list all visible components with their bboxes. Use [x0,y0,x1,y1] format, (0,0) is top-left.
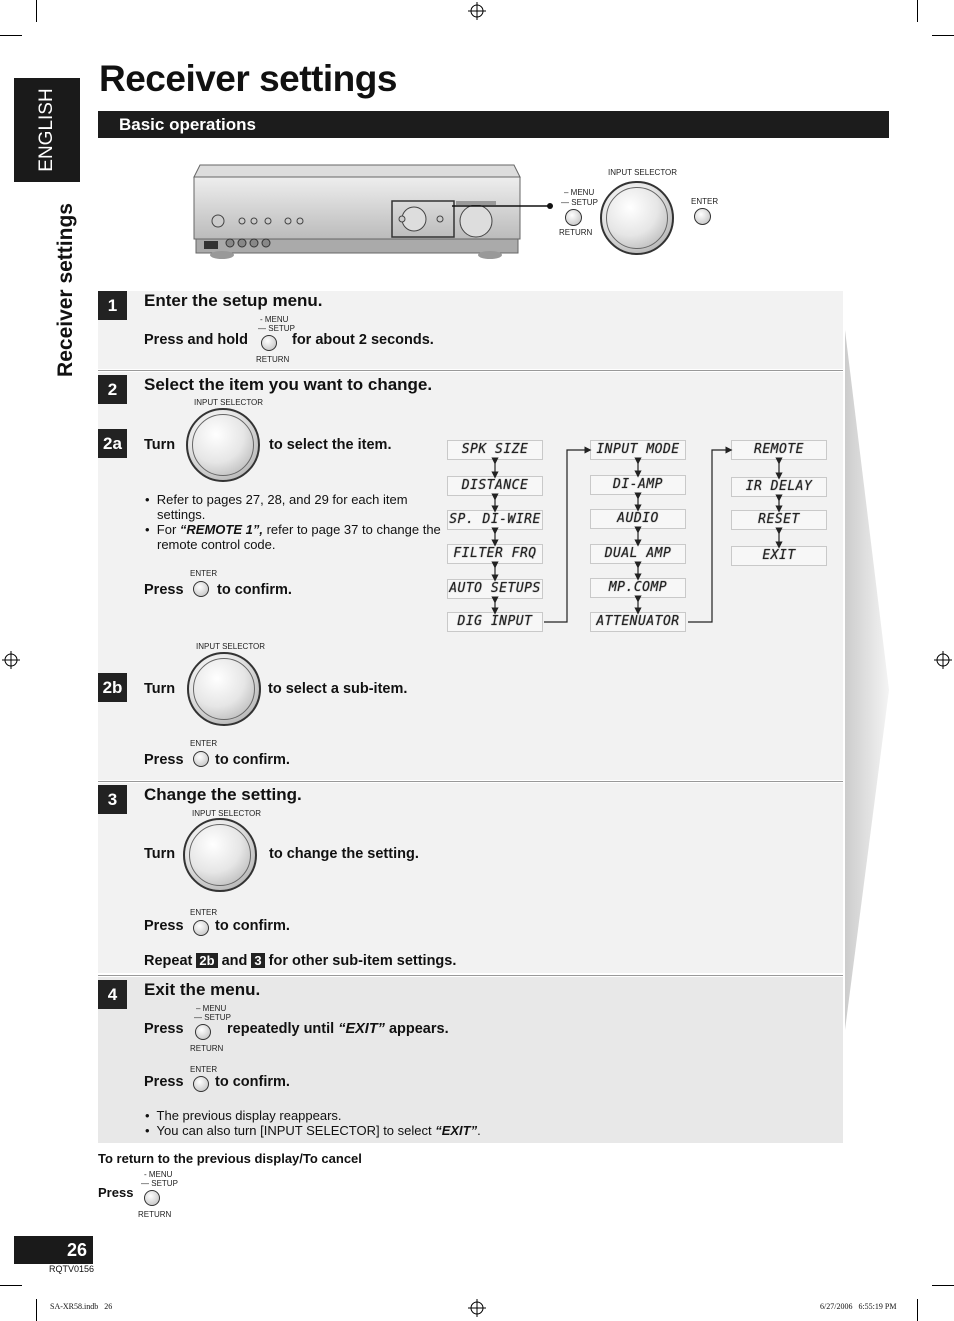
return-label: RETURN [190,1044,224,1053]
instruction-text: for about 2 seconds. [292,332,434,348]
input-selector-label: INPUT SELECTOR [192,809,262,818]
instruction-text: Press [144,1074,184,1090]
instruction-text: to confirm. [215,752,290,768]
instruction-text: to select a sub-item. [268,681,408,697]
step-number: 2 [98,375,127,404]
doc-code: RQTV0156 [49,1264,95,1274]
display-item: DIG INPUT [447,612,543,632]
registration-mark-icon [2,651,20,669]
input-selector-dial[interactable] [600,181,674,255]
menu-label: - MENU [260,315,289,324]
print-timestamp: 6/27/2006 6:55:19 PM [820,1302,897,1311]
display-item: DI-AMP [590,475,686,495]
setup-label: — SETUP [141,1179,178,1188]
menu-setup-button[interactable] [144,1190,160,1206]
registration-mark-icon [468,2,486,20]
crop-mark [36,0,37,22]
instruction-text: Press [144,752,184,768]
instruction-text: to confirm. [215,1074,290,1090]
step-number: 4 [98,980,127,1009]
instruction-text: to confirm. [217,582,292,598]
display-item: DISTANCE [447,476,543,496]
file-info: SA-XR58.indb 26 [50,1302,113,1311]
divider [98,370,843,371]
display-item: AUTO SETUPS [447,579,543,599]
instruction-text: Press [144,1021,184,1037]
setup-label: — SETUP [561,198,598,207]
display-item: ATTENUATOR [590,612,686,632]
display-item: AUDIO [590,509,686,529]
crop-mark [0,35,22,36]
crop-mark [932,1285,954,1286]
step-title: Select the item you want to change. [144,375,433,394]
instruction-text: Turn [144,681,176,697]
input-selector-dial[interactable] [183,818,257,892]
registration-mark-icon [468,1299,486,1317]
step-number: 2b [98,673,127,702]
enter-button[interactable] [694,208,711,225]
note-item: • You can also turn [INPUT SELECTOR] to select “EXIT”. [145,1123,481,1138]
enter-label: ENTER [691,197,719,206]
note-item: • For “REMOTE 1”, refer to page 37 to change the remote control code. [145,522,441,552]
divider [98,975,843,976]
enter-label: ENTER [190,739,218,748]
display-item: REMOTE [731,440,827,460]
crop-mark [917,0,918,22]
menu-setup-button[interactable] [195,1024,211,1040]
page-number: 26 [14,1236,93,1264]
instruction-text: repeatedly until “EXIT” appears. [227,1021,449,1037]
enter-button[interactable] [193,920,209,936]
instruction-text: Press [98,1185,134,1200]
instruction-text: Turn [144,437,176,453]
instruction-text: to confirm. [215,918,290,934]
enter-button[interactable] [193,1076,209,1092]
display-item: SP. DI-WIRE [447,510,543,530]
enter-button[interactable] [193,581,209,597]
crop-mark [932,35,954,36]
menu-setup-button[interactable] [565,209,582,226]
step-number: 3 [98,785,127,814]
instruction-text: Press and hold [144,332,248,348]
return-label: RETURN [559,228,593,237]
display-item: IR DELAY [731,477,827,497]
receiver-front-panel-illustration [192,163,522,261]
enter-label: ENTER [190,569,218,578]
section-banner: Basic operations [98,111,889,138]
repeat-instruction: Repeat 2b and 3 for other sub-item settings. [144,953,457,969]
display-item: EXIT [731,546,827,566]
crop-mark [0,1285,22,1286]
display-item: INPUT MODE [590,440,686,460]
return-label: RETURN [256,355,290,364]
menu-flow-arrows [440,430,840,640]
instruction-text: to change the setting. [269,846,419,862]
divider [98,781,843,782]
input-selector-label: INPUT SELECTOR [608,168,678,177]
note-item: • The previous display reappears. [145,1108,342,1123]
instruction-text: Turn [144,846,176,862]
step-number: 2a [98,429,127,458]
enter-button[interactable] [193,751,209,767]
input-selector-label: INPUT SELECTOR [196,642,266,651]
display-item: RESET [731,510,827,530]
instruction-text: Press [144,582,184,598]
menu-label: – MENU [196,1004,227,1013]
step-title: Change the setting. [144,785,302,804]
enter-label: ENTER [190,908,218,917]
instruction-text: to select the item. [269,437,392,453]
crop-mark [36,1299,37,1321]
cancel-heading: To return to the previous display/To cancel [98,1151,362,1166]
menu-label: - MENU [144,1170,173,1179]
step-title: Enter the setup menu. [144,291,323,310]
menu-label: – MENU [564,188,595,197]
setup-label: — SETUP [258,324,295,333]
side-section-label: Receiver settings [54,203,77,377]
display-item: DUAL AMP [590,544,686,564]
step-chip: 3 [251,953,264,968]
page-title: Receiver settings [99,58,397,99]
display-item: FILTER FRQ [447,544,543,564]
step-title: Exit the menu. [144,980,261,999]
setup-label: — SETUP [194,1013,231,1022]
language-tab: ENGLISH [14,78,80,182]
return-label: RETURN [138,1210,172,1219]
input-selector-dial[interactable] [186,408,260,482]
input-selector-label: INPUT SELECTOR [194,398,264,407]
display-item: MP.COMP [590,578,686,598]
note-item: • Refer to pages 27, 28, and 29 for each item settings. [145,492,408,522]
step-number: 1 [98,291,127,320]
crop-mark [917,1299,918,1321]
step-chip: 2b [196,953,217,968]
callout-line [452,200,562,212]
input-selector-dial[interactable] [187,652,261,726]
instruction-text: Press [144,918,184,934]
menu-setup-button[interactable] [261,335,277,351]
registration-mark-icon [934,651,952,669]
enter-label: ENTER [190,1065,218,1074]
display-item: SPK SIZE [447,440,543,460]
page-edge-decoration [845,330,891,1030]
